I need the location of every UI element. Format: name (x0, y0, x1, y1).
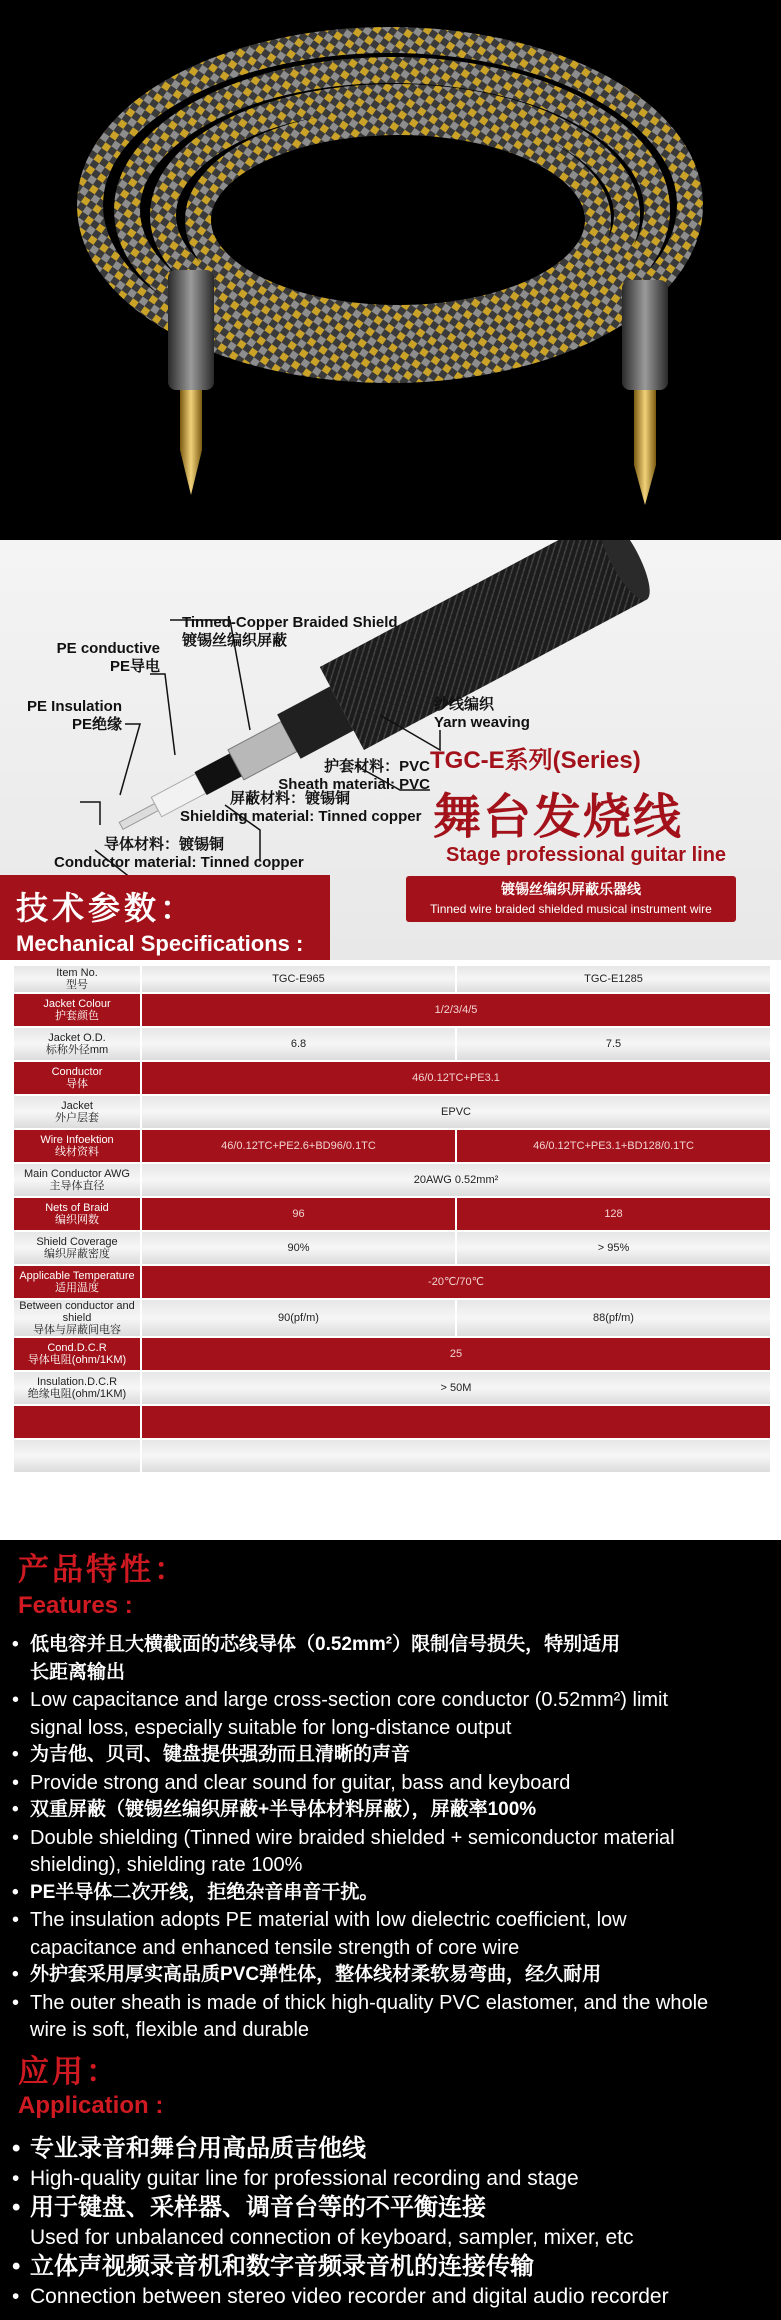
table-row (13, 1265, 771, 1299)
row-label (13, 1095, 141, 1129)
main-title-en: Stage professional guitar line (446, 844, 727, 866)
feature-line (12, 1990, 772, 2016)
row-label-en: Shield Coverage (36, 1236, 118, 1248)
feature-line (12, 1935, 772, 1961)
row-label (13, 1061, 141, 1095)
row-label-en: Insulation.D.C.R (36, 1376, 118, 1388)
callout-text-cn: PE绝缘 (71, 716, 122, 733)
bullet-icon: • (12, 1689, 20, 1711)
feature-line (12, 1770, 772, 1796)
main-title-cn: 舞台发烧线 (433, 791, 684, 844)
bullet-icon: • (12, 1771, 20, 1794)
line-text: 为吉他、贝司、键盘提供强劲而且清晰的声音 (30, 1744, 411, 1765)
row-label-en: Applicable Temperature (19, 1270, 135, 1282)
callout-sheath (230, 758, 430, 794)
spec-table-area (0, 960, 781, 1540)
line-text: High-quality guitar line for professional recording and stage (30, 2166, 579, 2190)
row-value: 90(pf/m) (141, 1299, 456, 1337)
application-line (12, 2195, 772, 2221)
row-label (13, 1197, 141, 1231)
line-text: PE半导体二次开线，拒绝杂音串音干扰。 (30, 1881, 379, 1903)
row-value: 1/2/3/4/5 (141, 993, 771, 1027)
spec-table (12, 964, 772, 1474)
table-row (13, 993, 771, 1027)
callout-text: PE Insulation (26, 698, 122, 715)
row-value: > 95% (456, 1231, 771, 1265)
table-row (13, 965, 771, 993)
row-label-en: Conductor (51, 1066, 103, 1078)
table-row (13, 1371, 771, 1405)
row-label-en: Jacket Colour (43, 998, 111, 1010)
table-row (13, 1061, 771, 1095)
line-text: 专业录音和舞台用高品质吉他线 (30, 2135, 366, 2162)
callout-text: Sheath material: PVC (278, 776, 430, 793)
bullet-icon: • (12, 1799, 19, 1820)
row-label-en: Item No. (56, 967, 98, 979)
table-row (13, 1027, 771, 1061)
line-text: 长距离输出 (30, 1661, 126, 1683)
feature-line (12, 1797, 772, 1823)
row-label-en: Main Conductor AWG (24, 1168, 130, 1180)
row-label (13, 1371, 141, 1405)
callout-text-cn: PE导电 (109, 658, 160, 675)
row-value: 46/0.12TC+PE2.6+BD96/0.1TC (141, 1129, 456, 1163)
row-value: 96 (141, 1197, 456, 1231)
product-photo (0, 0, 781, 540)
bullet-icon: • (12, 1964, 19, 1985)
row-value: 128 (456, 1197, 771, 1231)
callout-pe-insulation (0, 698, 122, 734)
feature-line (12, 1880, 772, 1906)
row-value: TGC-E1285 (456, 965, 771, 993)
row-label-en: Wire Infoektion (40, 1134, 114, 1146)
row-label (13, 1129, 141, 1163)
feature-line (12, 1907, 772, 1933)
features-heading-cn: 产品特性： (18, 1552, 188, 1587)
line-text: shielding), shielding rate 100% (30, 1854, 303, 1876)
row-value: -20℃/70℃ (141, 1265, 771, 1299)
structure-diagram (0, 540, 781, 960)
table-row (13, 1129, 771, 1163)
feature-line (12, 1632, 772, 1658)
spec-heading-cn: 技术参数： (16, 890, 197, 926)
row-label-cn: 编织屏蔽密度 (44, 1248, 110, 1260)
line-text: signal loss, especially suitable for long-distance output (30, 1716, 512, 1739)
line-text: 外护套采用厚实高品质PVC弹性体，整体线材柔软易弯曲，经久耐用 (30, 1964, 602, 1985)
features-section (0, 1540, 781, 2320)
row-label-cn: 外户层套 (55, 1112, 99, 1124)
row-label-cn: 标称外径mm (45, 1044, 109, 1056)
row-label (13, 993, 141, 1027)
row-label-cn: 编织网数 (55, 1214, 99, 1226)
table-row (13, 1197, 771, 1231)
feature-line (12, 1825, 772, 1851)
feature-line (12, 1742, 772, 1768)
application-heading-cn: 应用： (18, 2054, 120, 2089)
row-label-cn: 导体与屏蔽间电容 (33, 1324, 121, 1336)
feature-line (12, 1852, 772, 1878)
callout-pe-conductive (40, 640, 160, 676)
bullet-icon: • (12, 2194, 21, 2221)
row-label (13, 1027, 141, 1061)
row-value (141, 1439, 771, 1473)
row-label-en: Cond.D.C.R (47, 1342, 107, 1354)
bullet-icon: • (12, 2284, 20, 2308)
series-title: TGC-E系列(Series) (430, 747, 641, 774)
bullet-icon: • (12, 2166, 20, 2190)
callout-conductor (54, 836, 304, 872)
application-line (12, 2225, 772, 2251)
feature-line (12, 1962, 772, 1988)
row-label (13, 1163, 141, 1197)
row-label-cn: 导体电阻(ohm/1KM) (27, 1354, 127, 1366)
feature-line (12, 1715, 772, 1741)
feature-line (12, 1660, 772, 1686)
row-value: 7.5 (456, 1027, 771, 1061)
table-row (13, 1337, 771, 1371)
row-value (141, 1405, 771, 1439)
row-label-en: Nets of Braid (45, 1202, 109, 1214)
line-text: Double shielding (Tinned wire braided shielded + semiconductor material (30, 1826, 675, 1849)
line-text: Low capacitance and large cross-section core conductor (0.52mm²) limit (30, 1689, 669, 1711)
callout-text-cn: 纱线编织 (434, 696, 495, 713)
callout-braided-shield (182, 614, 398, 650)
table-row (13, 1163, 771, 1197)
row-value: TGC-E965 (141, 965, 456, 993)
line-text: wire is soft, flexible and durable (30, 2019, 310, 2041)
subtitle-en: Tinned wire braided shielded musical instrument wire (430, 902, 712, 916)
features-heading-en: Features : (18, 1592, 133, 1619)
callout-text: Yarn weaving (434, 714, 530, 731)
bullet-icon: • (12, 1909, 20, 1931)
spec-panel (0, 540, 781, 1540)
subtitle-badge (406, 876, 736, 922)
line-text: 用于键盘、采样器、调音台等的不平衡连接 (30, 2194, 486, 2221)
line-text: capacitance and enhanced tensile strength of core wire (30, 1936, 520, 1959)
line-text: The outer sheath is made of thick high-quality PVC elastomer, and the whole (30, 1991, 709, 2014)
row-value: EPVC (141, 1095, 771, 1129)
row-label (13, 1265, 141, 1299)
row-label-en: Jacket O.D. (48, 1032, 106, 1044)
bullet-icon: • (12, 1634, 19, 1655)
row-value: 20AWG 0.52mm² (141, 1163, 771, 1197)
row-label-cn: 适用温度 (55, 1282, 99, 1294)
line-text: 双重屏蔽（镀锡丝编织屏蔽+半导体材料屏蔽），屏蔽率100% (30, 1799, 537, 1820)
line-text: 低电容并且大横截面的芯线导体（0.52mm²）限制信号损失，特别适用 (30, 1634, 621, 1655)
row-value: 46/0.12TC+PE3.1+BD128/0.1TC (456, 1129, 771, 1163)
row-label (13, 1299, 141, 1337)
callout-text: Shielding material: Tinned copper (180, 808, 422, 825)
bullet-icon: • (12, 2135, 21, 2162)
callout-text-cn: 导体材料：镀锡铜 (104, 836, 225, 853)
row-label-cn: 线材资料 (55, 1146, 99, 1158)
table-row (13, 1095, 771, 1129)
application-heading-en: Application : (18, 2092, 164, 2119)
callout-yarn-weaving (434, 696, 530, 732)
row-label (13, 1231, 141, 1265)
application-line (12, 2136, 772, 2162)
row-value: 6.8 (141, 1027, 456, 1061)
table-row (13, 1299, 771, 1337)
callout-text: Tinned-Copper Braided Shield (182, 614, 398, 631)
bullet-icon: • (12, 1744, 19, 1765)
spec-heading-en: Mechanical Specifications : (16, 931, 304, 956)
row-label (13, 1337, 141, 1371)
feature-line (12, 2017, 772, 2043)
subtitle-cn: 镀锡丝编织屏蔽乐器线 (501, 881, 641, 897)
row-label-cn: 导体 (66, 1078, 88, 1090)
row-value: 25 (141, 1337, 771, 1371)
row-label (13, 965, 141, 993)
feature-line (12, 1687, 772, 1713)
spec-heading (0, 875, 330, 967)
line-text: 立体声视频录音机和数字音频录音机的连接传输 (30, 2253, 534, 2280)
callout-text: PE conductive (56, 640, 160, 657)
line-text: The insulation adopts PE material with low dielectric coefficient, low (30, 1909, 627, 1931)
row-label-cn: 护套颜色 (55, 1010, 99, 1022)
application-line (12, 2166, 772, 2192)
callout-text-cn: 镀锡丝编织屏蔽 (182, 632, 288, 649)
row-label (13, 1439, 141, 1473)
callout-text: Conductor material: Tinned copper (54, 854, 304, 871)
table-row (13, 1405, 771, 1439)
callout-shielding (180, 790, 421, 826)
row-value: > 50M (141, 1371, 771, 1405)
row-label-cn: 绝缘电阻(ohm/1KM) (27, 1388, 127, 1400)
line-text: Provide strong and clear sound for guitar, bass and keyboard (30, 1771, 571, 1794)
coiled-cable-illustration (0, 0, 781, 540)
callout-text-cn: 屏蔽材料：镀锡铜 (230, 790, 351, 807)
bullet-icon: • (12, 1826, 20, 1849)
row-label-en: Jacket (61, 1100, 93, 1112)
row-value: 88(pf/m) (456, 1299, 771, 1337)
bullet-icon: • (12, 1881, 19, 1903)
bullet-icon: • (12, 2253, 21, 2280)
bullet-icon: • (12, 1991, 20, 2014)
table-row (13, 1231, 771, 1265)
table-row (13, 1439, 771, 1473)
application-line (12, 2284, 772, 2310)
row-value: 90% (141, 1231, 456, 1265)
line-text: Used for unbalanced connection of keyboard, sampler, mixer, etc (30, 2225, 634, 2249)
row-label-cn: 型号 (66, 979, 88, 991)
row-label-cn: 主导体直径 (49, 1180, 105, 1192)
application-line (12, 2254, 772, 2280)
row-value: 46/0.12TC+PE3.1 (141, 1061, 771, 1095)
row-label (13, 1405, 141, 1439)
callout-text-cn: 护套材料：PVC (324, 758, 430, 775)
row-label-en: Between conductor and shield (19, 1300, 135, 1324)
line-text: Connection between stereo video recorder and digital audio recorder (30, 2284, 669, 2308)
